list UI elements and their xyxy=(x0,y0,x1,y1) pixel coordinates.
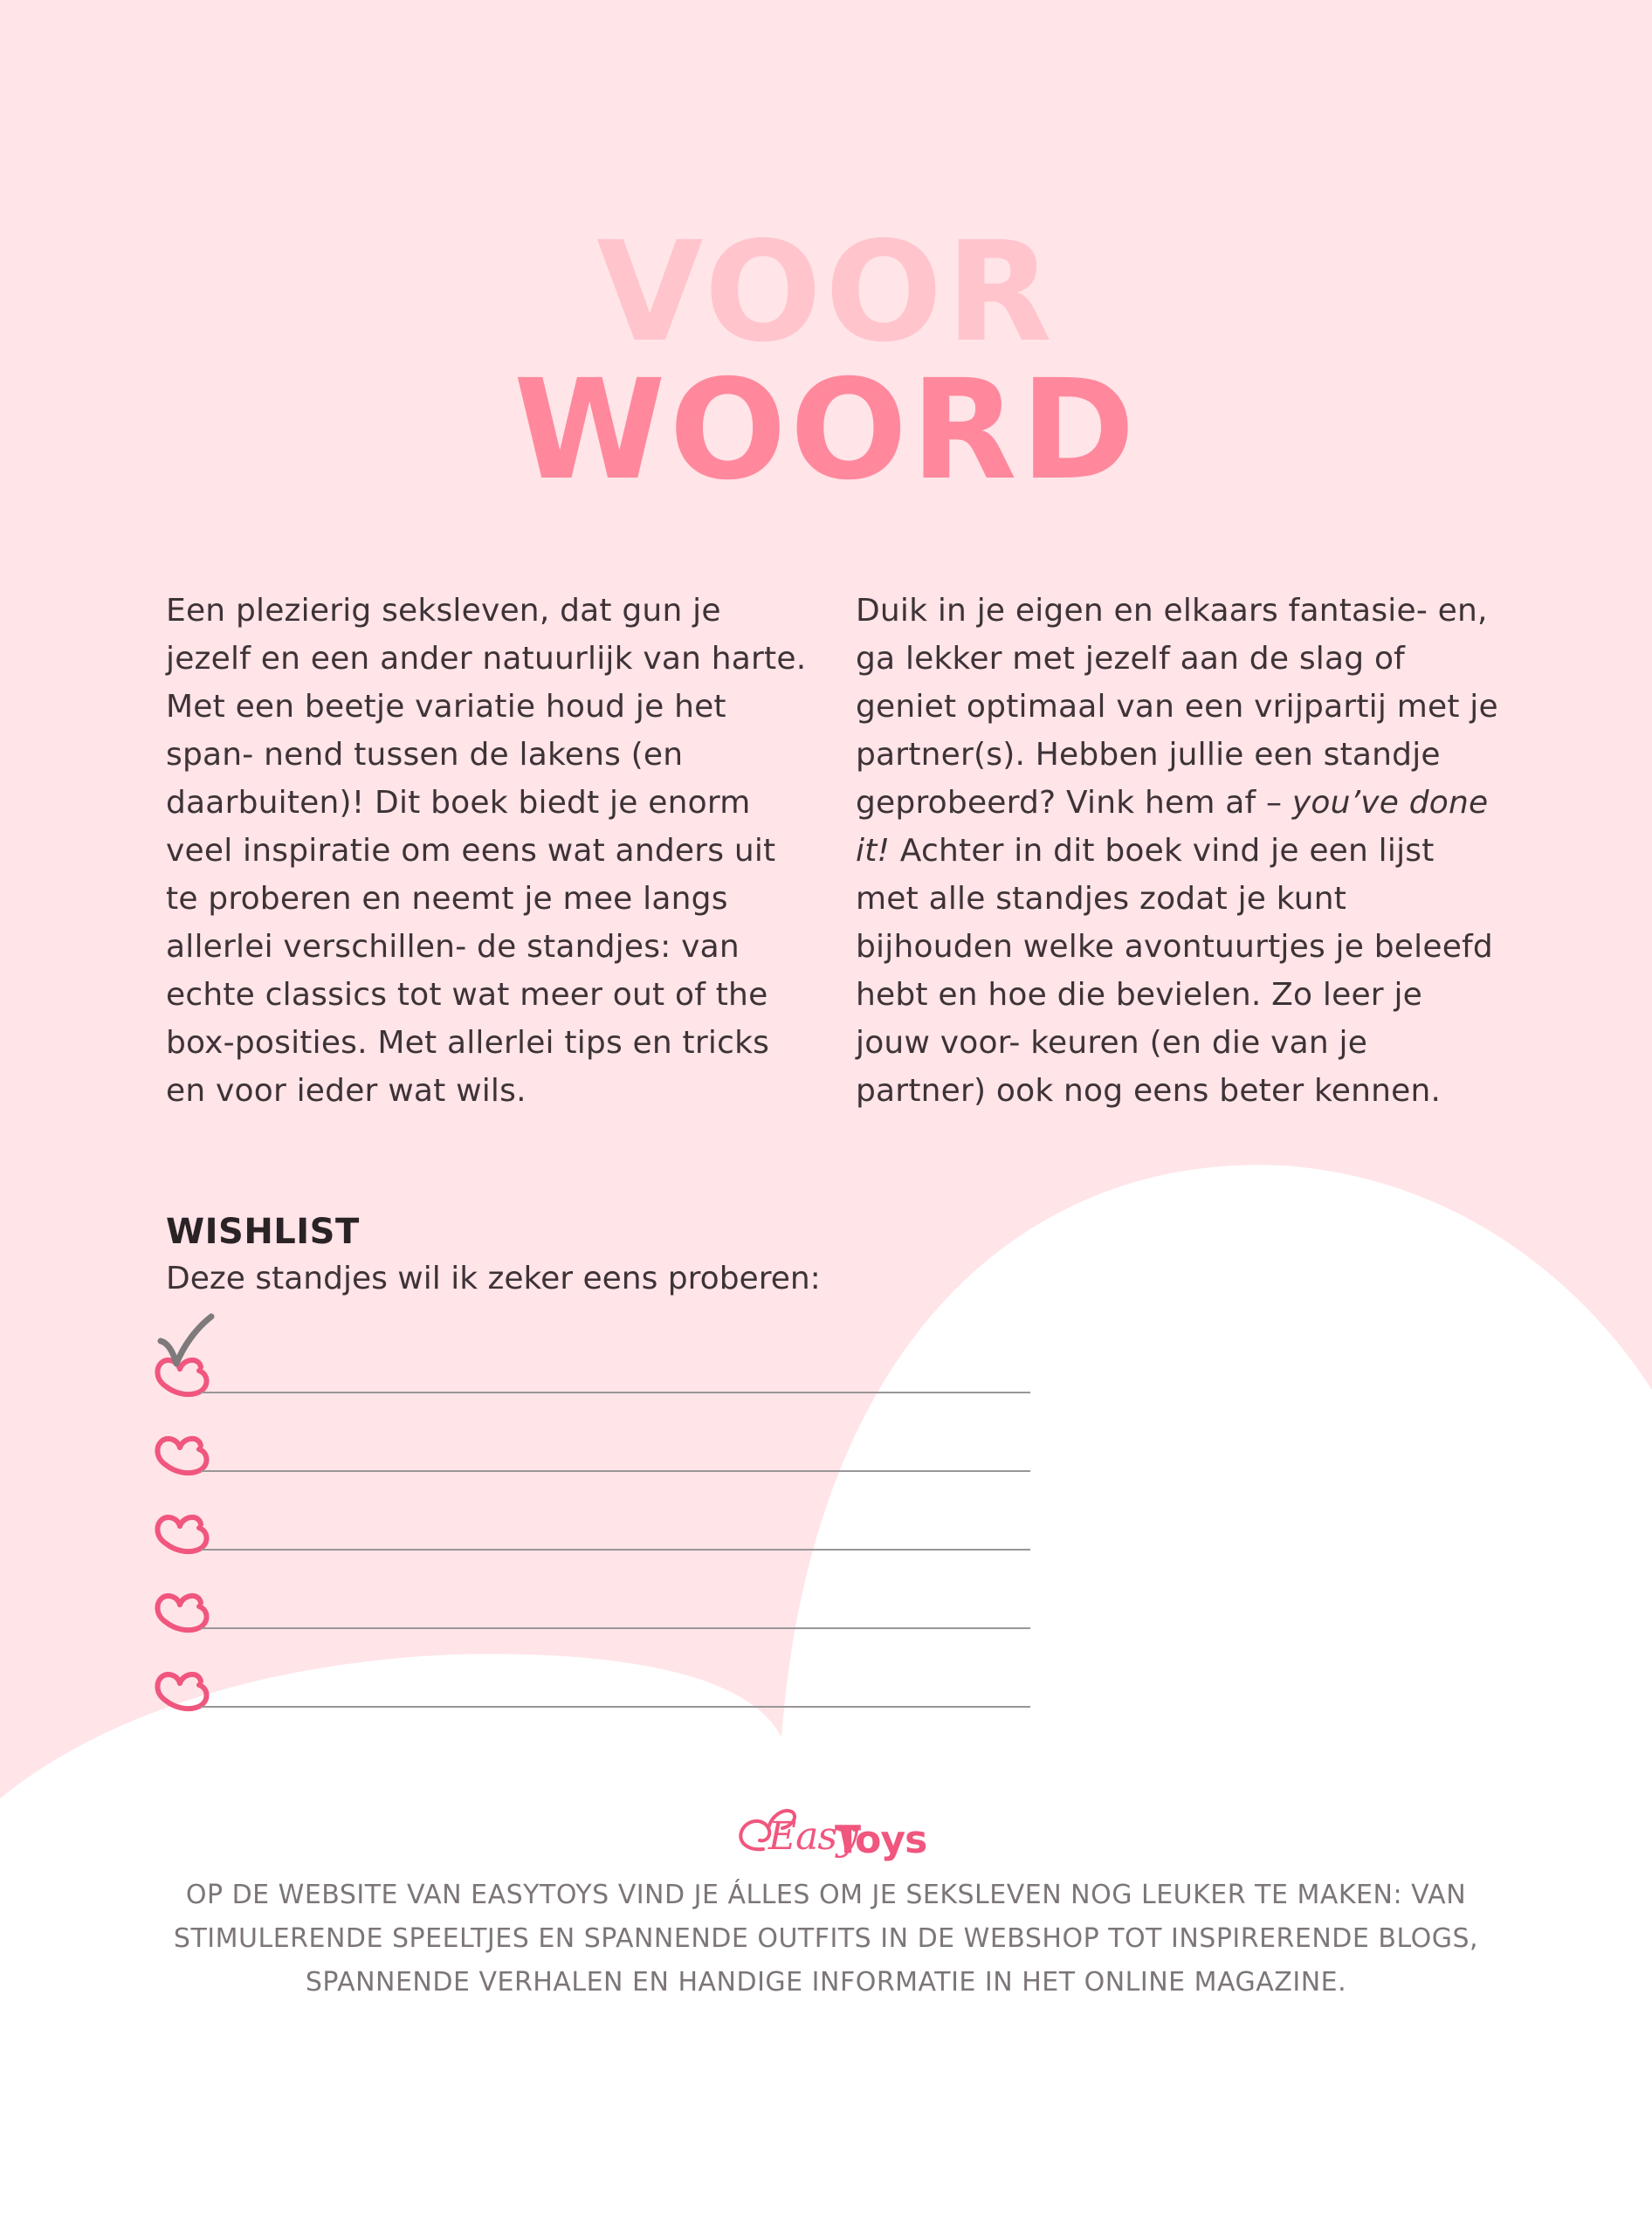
wishlist-title: WISHLIST xyxy=(166,1212,360,1252)
wishlist-write-line[interactable] xyxy=(201,1392,1030,1393)
logo-text-easy: Easy xyxy=(768,1814,857,1859)
wishlist-item[interactable] xyxy=(148,1322,1030,1400)
title-line-voor: VOOR xyxy=(596,212,1056,373)
intro-paragraph-left: Een plezierig seksleven, dat gun je jezelf en een ander natuurlijk van harte. Met een beetje variatie houd je het span- nend tussen de lakens (en daarbuiten)! Dit boek biedt je enorm veel inspiratie om eens wat anders uit te proberen en neemt je mee langs allerlei verschillen- de standjes: van echte classics tot wat meer out of the box-posities. Met allerlei tips en tricks en voor ieder wat wils. xyxy=(166,593,807,1109)
check-mark-icon xyxy=(155,1311,218,1374)
wishlist-subtitle: Deze standjes wil ik zeker eens proberen: xyxy=(166,1261,821,1296)
wishlist-item[interactable] xyxy=(148,1636,1030,1715)
footer-text: OP DE WEBSITE VAN EASYTOYS VIND JE ÁLLES OM JE SEKSLEVEN NOG LEUKER TE MAKEN: VAN STIMULERENDE SPEELTJES EN SPANNENDE OUTFITS IN DE WEBSHOP TOT INSPIRERENDE BLOGS, SPANNENDE VERHALEN EN HANDIGE INFORMATIE IN HET ONLINE MAGAZINE. xyxy=(173,1880,1479,1998)
logo-text-toys: Toys xyxy=(835,1818,927,1862)
intro-right-end: Achter in dit boek vind je een lijst met alle standjes zodat je kunt bijhouden welke avontuurtjes je beleefd hebt en hoe die bevielen. Zo leer je jouw voor- keuren (en die van je partner) ook nog eens beter kennen. xyxy=(856,833,1493,1109)
easytoys-logo xyxy=(728,1795,927,1868)
title-line-woord: WOORD xyxy=(513,350,1139,511)
wishlist-write-line[interactable] xyxy=(201,1470,1030,1472)
wishlist-write-line[interactable] xyxy=(201,1549,1030,1551)
wishlist-item[interactable] xyxy=(148,1400,1030,1479)
wishlist-write-line[interactable] xyxy=(201,1706,1030,1708)
intro-right-start: Duik in je eigen en elkaars fantasie- en, ga lekker met jezelf aan de slag of geniet optimaal van een vrijpartij met je partner(s). Hebben jullie een standje geprobeerd? Vink hem af – xyxy=(856,593,1498,821)
wishlist-item[interactable] xyxy=(148,1479,1030,1558)
wishlist-item[interactable] xyxy=(148,1558,1030,1636)
wishlist-write-line[interactable] xyxy=(201,1627,1030,1629)
intro-paragraph-right xyxy=(856,587,1502,1115)
intro-right-emphasis: you’ve done it! xyxy=(856,785,1489,869)
